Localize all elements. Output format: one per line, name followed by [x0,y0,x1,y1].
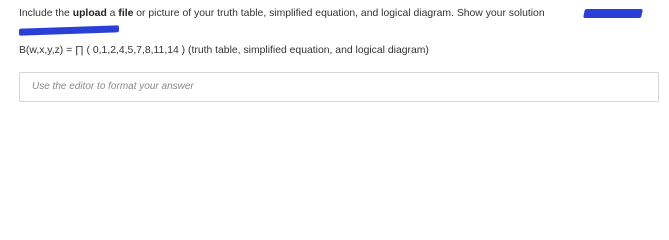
instructions-bold-file: file [118,8,134,19]
instructions-text-3: or picture of your truth table, simplified equation, and logical diagram. Show your solution [133,8,545,19]
instructions-text-1: Include the [19,8,73,19]
question-instructions [19,7,659,20]
boolean-expression: B(w,x,y,z) = ∏ ( 0,1,2,4,5,7,8,11,14 ) (truth table, simplified equation, and logical diagram) [19,45,429,56]
instructions-bold-upload: upload [72,8,107,19]
redaction-mark [583,9,643,18]
instructions-text-2: a [106,8,119,19]
redaction-mark [19,25,119,35]
editor-placeholder: Use the editor to format your answer [32,81,194,92]
answer-editor[interactable] [19,72,659,102]
